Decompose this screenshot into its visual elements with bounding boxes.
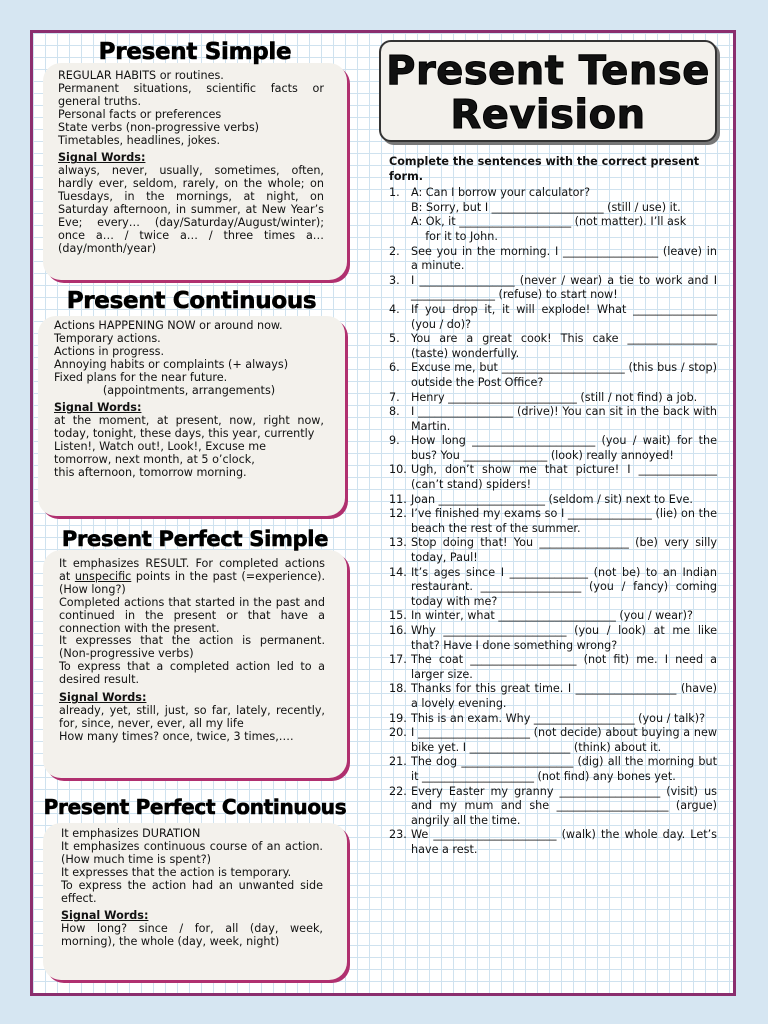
ppc-line: It emphasizes continuous course of an action. (How much time is spent?): [61, 839, 323, 866]
ps-line: State verbs (non-progressive verbs): [58, 120, 260, 134]
exercise-item-text: for it to John.: [411, 229, 498, 243]
exercise-item-text: Thanks for this great time. I __________________ (have) a lovely evening.: [411, 682, 717, 710]
exercise-list: [389, 186, 717, 857]
exercise-item-number: 11.: [389, 492, 407, 506]
exercise-item-text: B: Sorry, but I ____________________ (still / use) it.: [411, 200, 681, 214]
pc-line: Actions HAPPENING NOW or around now.: [54, 319, 283, 332]
pc-signal-extra: tomorrow, next month, at 5 o’clock,: [54, 453, 255, 467]
pps-signal-extra: How many times? once, twice, 3 times,….: [59, 729, 294, 743]
exercise-item-number: 19.: [389, 711, 407, 725]
exercise-item-text: Ugh, don’t show me that picture! I ______________ (can’t stand) spiders!: [411, 463, 717, 492]
exercise-item: [389, 303, 717, 332]
exercise-item-text: A: Can I borrow your calculator?: [411, 186, 591, 200]
ps-line: Timetables, headlines, jokes.: [58, 133, 221, 147]
pc-line: Annoying habits or complaints (+ always): [54, 357, 289, 371]
exercise-item: [389, 755, 717, 784]
present-perfect-simple-heading: Present Perfect Simple: [61, 527, 329, 551]
exercise-item-text: I _________________ (drive)! You can sit in the back with Martin.: [411, 405, 717, 433]
exercise-item-number: 10.: [389, 463, 407, 477]
pps-line1c: points in the past (=experience). (How long?): [59, 569, 325, 596]
exercise-item: [389, 653, 717, 682]
exercise-item: [389, 536, 717, 565]
exercise-item-number: 20.: [389, 726, 407, 740]
exercise-item-number: 21.: [389, 755, 407, 769]
pc-sub-line: (appointments, arrangements): [102, 383, 276, 397]
pps-line: Completed actions that started in the past and continued in the present or that have a connection with the present.: [59, 595, 325, 635]
exercise-item-text: I _________________ (never / wear) a tie to work and I _______________ (refuse) to start now!: [411, 273, 717, 302]
ppc-signal-text: How long? since / for, all (day, week, morning), the whole (day, week, night): [61, 922, 323, 949]
present-simple-heading: Present Simple: [98, 39, 292, 65]
ps-line: Permanent situations, scientific facts or general truths.: [58, 81, 324, 108]
ppc-line: It emphasizes DURATION: [61, 827, 201, 840]
exercise-item: [389, 726, 717, 755]
present-perfect-continuous-text: [61, 828, 323, 949]
pps-line1b: unspecific: [74, 569, 132, 583]
exercise-item: [389, 186, 717, 201]
exercise-item: [389, 682, 717, 711]
exercise-item: [389, 230, 717, 245]
exercise-item-text: This is an exam. Why __________________ (you / talk)?: [411, 711, 706, 725]
ps-line: Personal facts or preferences: [58, 107, 222, 121]
exercise-item-text: Every Easter my granny __________________ (visit) us and my mum and she ____________________ (argue) angrily all the time.: [411, 784, 717, 827]
present-perfect-simple-text: [59, 558, 325, 744]
ppc-line: To express the action had an unwanted side effect.: [61, 878, 323, 905]
exercise-item-text: I ____________________ (not decide) about buying a new bike yet. I __________________ (think) about it.: [411, 726, 717, 754]
ps-signal-label: Signal Words:: [58, 151, 146, 165]
pps-line1a: It emphasizes RESULT. For completed actions at: [59, 557, 325, 583]
exercise-item-number: 3.: [389, 273, 400, 287]
exercise-item-text: Excuse me, but ______________________ (this bus / stop) outside the Post Office?: [411, 361, 717, 389]
exercise-item: [389, 332, 717, 361]
present-simple-text: [58, 70, 324, 256]
pps-signal-label: Signal Words:: [59, 691, 147, 705]
exercise-item: [389, 245, 717, 274]
pc-line: Actions in progress.: [54, 344, 165, 358]
exercise-item-text: You are a great cook! This cake ________________ (taste) wonderfully.: [411, 332, 717, 360]
title-line-2: Revision: [450, 92, 646, 138]
title-line-1: Present Tense: [386, 48, 710, 94]
exercise-item-number: 5.: [389, 332, 400, 346]
exercise-item-number: 4.: [389, 302, 400, 316]
exercise-item-number: 8.: [389, 405, 400, 419]
present-continuous-text: [54, 320, 324, 480]
exercise-item: [389, 405, 717, 434]
exercise-item: [389, 361, 717, 390]
exercise-item: [389, 609, 717, 624]
exercise-item: [389, 201, 717, 216]
present-continuous-heading: Present Continuous: [66, 288, 317, 314]
exercise-item-text: The coat ___________________ (not fit) me. I need a larger size.: [411, 653, 717, 681]
exercise-item-number: 18.: [389, 682, 407, 696]
exercise-item-number: 16.: [389, 624, 407, 637]
exercise-item-number: 1.: [389, 186, 400, 200]
exercise-item-number: [389, 230, 411, 245]
exercise-item: [389, 274, 717, 303]
ppc-line: It expresses that the action is temporary.: [61, 865, 292, 879]
worksheet-page: [30, 30, 736, 996]
exercise: [389, 155, 717, 858]
exercise-item-number: 14.: [389, 565, 407, 579]
exercise-item-text: I’ve finished my exams so I _______________ (lie) on the beach the rest of the summer.: [411, 507, 717, 535]
pps-line1: [59, 558, 325, 597]
pc-signal-extra: Listen!, Watch out!, Look!, Excuse me: [54, 440, 267, 454]
exercise-item-text: The dog ____________________ (dig) all the morning but it ____________________ (not find) any bones yet.: [411, 755, 717, 783]
pps-signal-text: already, yet, still, just, so far, lately, recently, for, since, never, ever, all my life: [59, 703, 325, 730]
exercise-item: [389, 215, 717, 230]
exercise-instruction: Complete the sentences with the correct present form.: [389, 155, 700, 183]
exercise-item-number: 12.: [389, 507, 407, 521]
exercise-item: [389, 624, 717, 653]
exercise-item-number: 7.: [389, 390, 400, 404]
exercise-item-text: We ______________________ (walk) the whole day. Let’s have a rest.: [411, 828, 717, 856]
exercise-item-text: It’s ages since I ______________ (not be) to an Indian restaurant. __________________ (you / fancy) coming today with me?: [411, 565, 717, 608]
exercise-item-number: 23.: [389, 828, 407, 842]
exercise-item: [389, 463, 717, 492]
exercise-item-number: 6.: [389, 361, 400, 375]
exercise-item-text: In winter, what _____________________ (you / wear)?: [411, 609, 693, 623]
exercise-item-number: 17.: [389, 653, 407, 667]
ps-signal-text: always, never, usually, sometimes, often, hardly ever, seldom, rarely, on the whole; on Tuesdays, in the mornings, at night, on Saturday afternoon, in summer, at New Year’s Eve; every… (day/Saturday/August/winter); once a… / twice a… / three times a… (day/month/year): [58, 164, 324, 255]
exercise-item: [389, 828, 717, 857]
exercise-item: [389, 712, 717, 727]
pps-line: It expresses that the action is permanent. (Non-progressive verbs): [59, 634, 325, 661]
exercise-item-text: A: Ok, it ____________________ (not matter). I’ll ask: [411, 215, 687, 229]
pc-signal-label: Signal Words:: [54, 401, 142, 415]
exercise-item: [389, 566, 717, 610]
exercise-item-text: Stop doing that! You ________________ (be) very silly today, Paul!: [411, 536, 717, 565]
present-perfect-continuous-heading: Present Perfect Continuous: [43, 795, 347, 819]
exercise-item-text: If you drop it, it will explode! What _______________ (you / do)?: [411, 302, 717, 331]
exercise-item: [389, 785, 717, 829]
exercise-item: [389, 391, 717, 406]
exercise-item-text: See you in the morning. I _________________ (leave) in a minute.: [411, 244, 717, 273]
ps-line: REGULAR HABITS or routines.: [58, 69, 224, 82]
pc-signal-text: at the moment, at present, now, right now, today, tonight, these days, this year, currently: [54, 414, 324, 441]
pps-line: To express that a completed action led to a desired result.: [59, 660, 325, 687]
exercise-item: [389, 493, 717, 508]
pc-signal-extra: this afternoon, tomorrow morning.: [54, 465, 247, 479]
exercise-item-number: 9.: [389, 434, 400, 448]
ppc-signal-label: Signal Words:: [61, 909, 149, 923]
exercise-item-number: [389, 201, 411, 216]
title-box: [379, 40, 717, 142]
exercise-item-text: How long ______________________ (you / wait) for the bus? You _______________ (look) really annoyed!: [411, 434, 717, 462]
exercise-item-text: Henry _______________________ (still / not find) a job.: [411, 390, 698, 404]
exercise-item: [389, 434, 717, 463]
pc-line: Temporary actions.: [54, 331, 161, 345]
pc-line: Fixed plans for the near future.: [54, 370, 228, 384]
exercise-item-number: 13.: [389, 536, 407, 550]
exercise-item-text: Why ______________________ (you / look) at me like that? Have I done something wrong?: [411, 624, 717, 652]
exercise-item-text: Joan ___________________ (seldom / sit) next to Eve.: [411, 492, 693, 506]
exercise-item-number: 22.: [389, 784, 407, 798]
exercise-item-number: [389, 215, 411, 230]
exercise-item-number: 2.: [389, 244, 400, 258]
exercise-item-number: 15.: [389, 609, 407, 623]
exercise-item: [389, 507, 717, 536]
